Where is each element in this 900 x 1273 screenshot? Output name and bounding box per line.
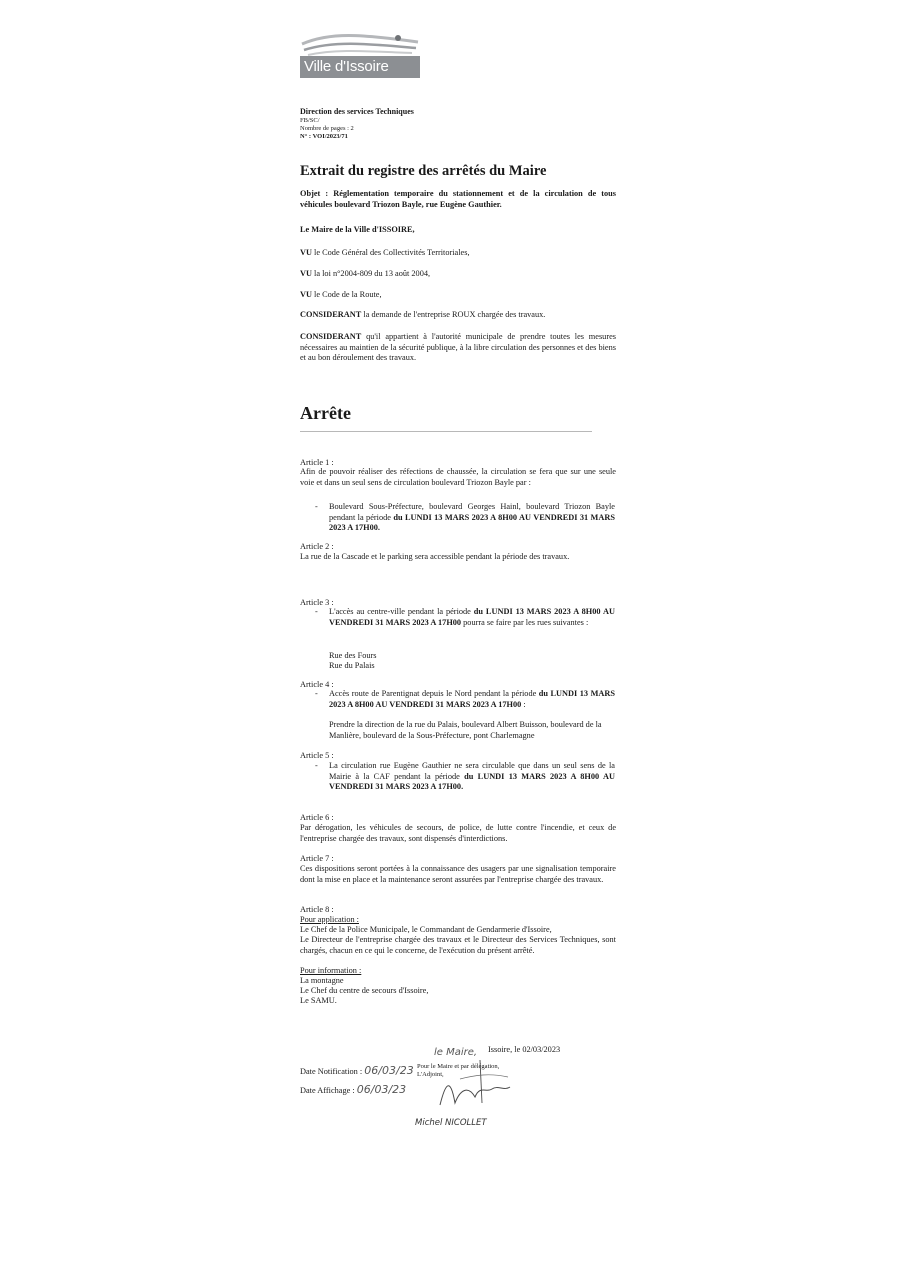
notification-row xyxy=(300,1066,414,1078)
decree-number: N° : VOI/2023/71 xyxy=(300,133,348,140)
consideration-item xyxy=(300,310,545,321)
consideration-lead: VU xyxy=(300,269,312,278)
delegation-line: Pour le Maire et par délégation, xyxy=(417,1063,500,1070)
bullet-dash: - xyxy=(315,761,318,770)
application-line: Le Directeur de l'entreprise chargée des travaux et le Directeur des Services Techniques, sont chargés, chacun en ce qui le concerne, de l'exécution du présent arrêté. xyxy=(300,935,616,955)
bullet-text: Boulevard Sous-Préfecture, boulevard Georges Hainl, boulevard Triozon Bayle pendant la période xyxy=(329,502,615,522)
article-5-label: Article 5 : xyxy=(300,751,334,760)
bullet-period: du LUNDI 13 MARS 2023 A 8H00 AU VENDREDI 31 MARS 2023 A 17H00 xyxy=(329,689,615,709)
adjoint-line: L'Adjoint, xyxy=(417,1071,444,1078)
affichage-row xyxy=(300,1085,406,1097)
bullet-dash: - xyxy=(315,502,318,511)
consideration-text: qu'il appartient à l'autorité municipale de prendre toutes les mesures nécessaires au maintien de la sécurité publique, à la libre circulation des personnes et des biens et au bon déroulement des travaux. xyxy=(300,332,616,363)
page-title: Extrait du registre des arrêtés du Maire xyxy=(300,163,547,179)
consideration-lead: CONSIDERANT xyxy=(300,332,362,341)
consideration-lead: VU xyxy=(300,248,312,257)
notification-date: 06/03/23 xyxy=(364,1064,414,1077)
consideration-item xyxy=(300,290,382,301)
article-2-label: Article 2 : xyxy=(300,542,334,551)
article-3-label: Article 3 : xyxy=(300,598,334,607)
bullet-text: L'accès au centre-ville pendant la période xyxy=(329,607,474,616)
article-5-bullet xyxy=(315,761,616,793)
information-label: Pour information : xyxy=(300,966,362,975)
signatory-name: Michel NICOLLET xyxy=(415,1118,487,1128)
article-3-bullet xyxy=(315,607,616,628)
mayor-line: Le Maire de la Ville d'ISSOIRE, xyxy=(300,225,415,234)
bullet-text: Accès route de Parentignat depuis le Nord pendant la période xyxy=(329,689,539,698)
signature-scribble-icon xyxy=(420,1055,530,1110)
consideration-text: la demande de l'entreprise ROUX chargée des travaux. xyxy=(361,310,546,319)
consideration-text: le Code Général des Collectivités Territoriales, xyxy=(311,248,470,257)
article-4-detail: Prendre la direction de la rue du Palais, boulevard Albert Buisson, boulevard de la Manlière, boulevard de la Sous-Préfecture, pont Charlemagne xyxy=(329,720,602,740)
article-7-text: Ces dispositions seront portées à la connaissance des usagers par une signalisation temporaire dont la mise en place et la maintenance seront assurées par l'entreprise chargée des travaux. xyxy=(300,864,616,884)
article-6-text: Par dérogation, les véhicules de secours, de police, de lutte contre l'incendie, et ceux de l'entreprise chargée des travaux, sont dispensés d'interdictions. xyxy=(300,823,616,843)
department-name: Direction des services Techniques xyxy=(300,107,414,116)
reference-code: FB/SC/ xyxy=(300,117,320,124)
consideration-item xyxy=(300,248,470,259)
consideration-item xyxy=(300,332,616,364)
consideration-item xyxy=(300,269,430,280)
bullet-tail: : xyxy=(521,699,526,709)
place-date: Issoire, le 02/03/2023 xyxy=(488,1045,561,1054)
bullet-dash: - xyxy=(315,607,318,616)
article-8-label: Article 8 : xyxy=(300,905,334,914)
street-item: Rue des Fours xyxy=(329,651,377,660)
bullet-period: du LUNDI 13 MARS 2023 A 8H00 AU VENDREDI 31 MARS 2023 A 17H00. xyxy=(329,771,616,792)
consideration-text: la loi n°2004-809 du 13 août 2004, xyxy=(311,269,431,278)
information-line: Le Chef du centre de secours d'Issoire, xyxy=(300,986,429,995)
handwritten-title: le Maire, xyxy=(434,1047,478,1058)
article-4-label: Article 4 : xyxy=(300,680,334,689)
logo-wordmark: Ville d'Issoire xyxy=(300,56,420,78)
consideration-lead: CONSIDERANT xyxy=(300,310,362,319)
street-item: Rue du Palais xyxy=(329,661,375,670)
notification-label: Date Notification : xyxy=(300,1067,363,1076)
affichage-label: Date Affichage : xyxy=(300,1086,355,1095)
article-1-text: Afin de pouvoir réaliser des réfections de chaussée, la circulation se fera que sur une seule voie et dans un seul sens de circulation boulevard Triozon Bayle par : xyxy=(300,467,616,487)
article-2-text: La rue de la Cascade et le parking sera accessible pendant la période des travaux. xyxy=(300,552,570,561)
article-1-label: Article 1 : xyxy=(300,458,334,467)
information-line: Le SAMU. xyxy=(300,996,337,1005)
article-6-label: Article 6 : xyxy=(300,813,334,822)
article-1-bullet xyxy=(315,502,615,534)
article-7-label: Article 7 : xyxy=(300,854,334,863)
city-logo xyxy=(300,30,422,82)
information-line: La montagne xyxy=(300,976,344,985)
affichage-date: 06/03/23 xyxy=(356,1083,407,1096)
arrete-heading: Arrête xyxy=(300,403,351,423)
bullet-period: du LUNDI 13 MARS 2023 A 8H00 AU VENDREDI 31 MARS 2023 A 17H00 xyxy=(329,607,616,627)
consideration-lead: VU xyxy=(300,290,312,299)
bullet-dash: - xyxy=(315,689,318,698)
bullet-period: du LUNDI 13 MARS 2023 A 8H00 AU VENDREDI 31 MARS 2023 A 17H00. xyxy=(329,512,615,533)
application-label: Pour application : xyxy=(300,915,359,924)
page-count: Nombre de pages : 2 xyxy=(300,125,354,132)
bullet-text: La circulation rue Eugène Gauthier ne sera circulable que dans un seul sens de la Mairie à la CAF pendant la période xyxy=(329,761,615,781)
decree-object: Objet : Réglementation temporaire du stationnement et de la circulation de tous véhicules boulevard Triozon Bayle, rue Eugène Gauthier. xyxy=(300,189,616,209)
bullet-tail: pourra se faire par les rues suivantes : xyxy=(461,617,589,627)
application-line: Le Chef de la Police Municipale, le Commandant de Gendarmerie d'Issoire, xyxy=(300,925,552,934)
article-4-bullet xyxy=(315,689,615,710)
consideration-text: le Code de la Route, xyxy=(311,290,382,299)
heading-divider xyxy=(300,431,592,432)
